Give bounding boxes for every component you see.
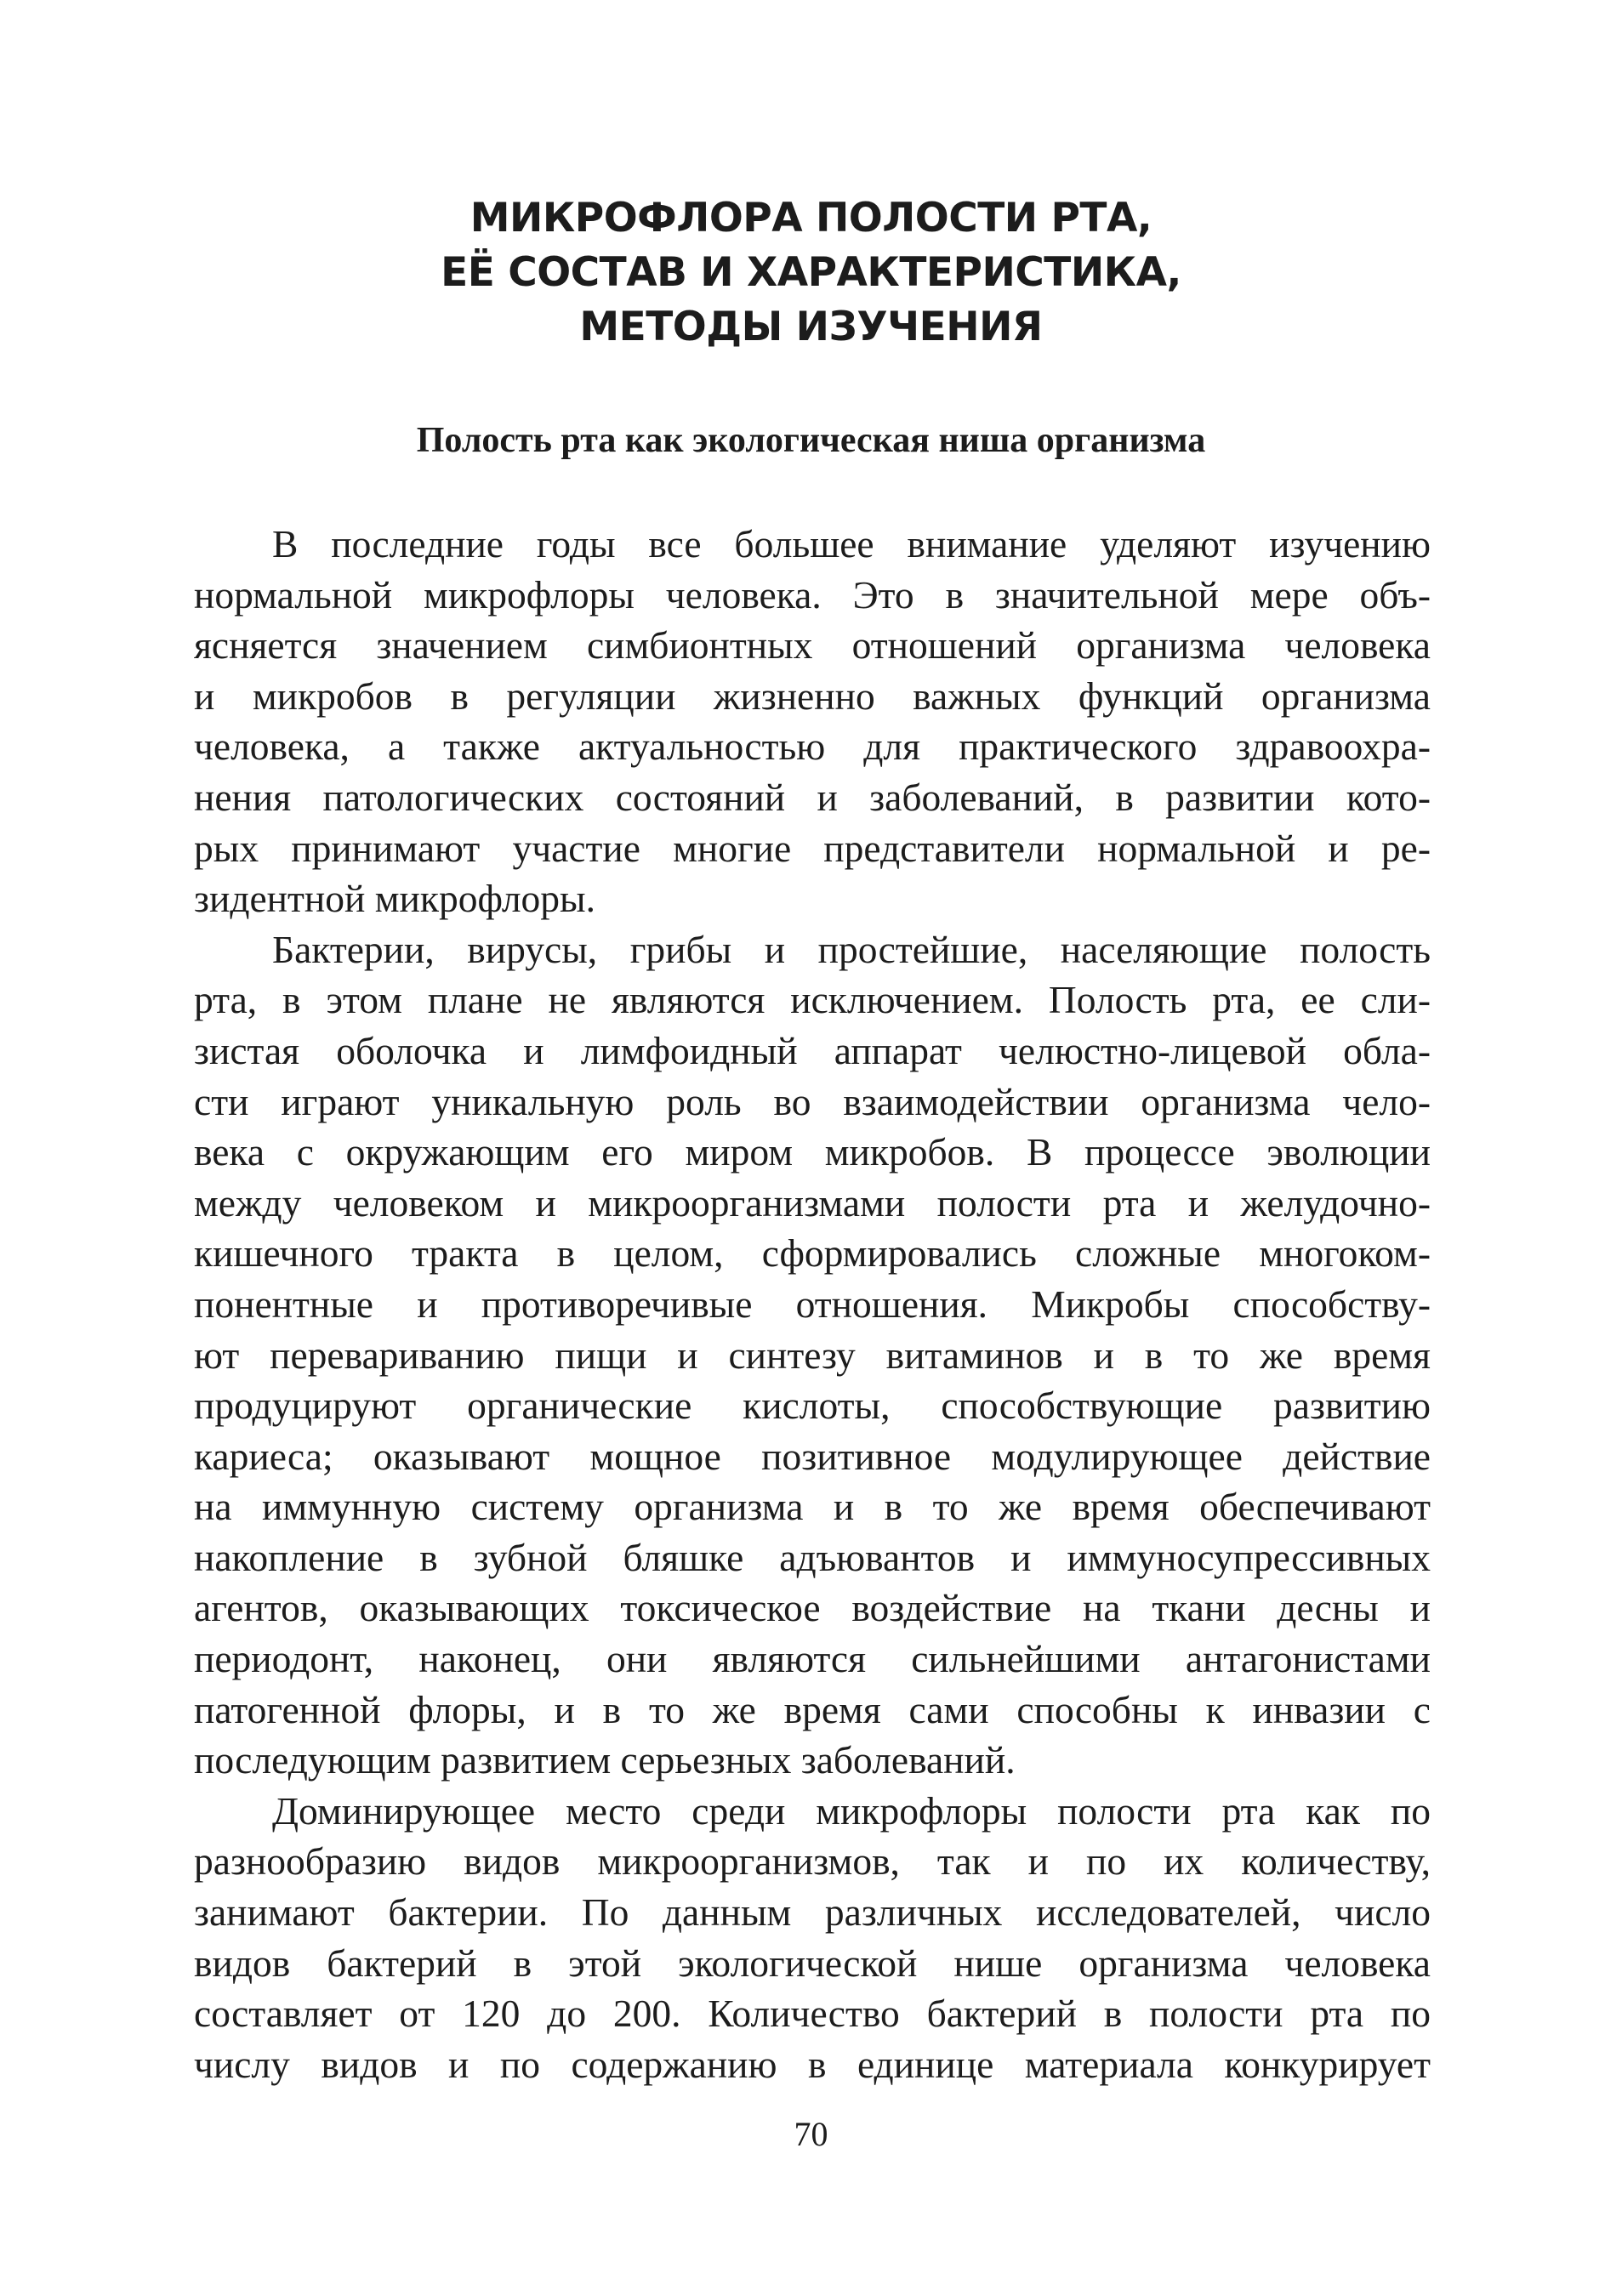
- text-line: периодонт, наконец, они являются сильнейшими антагонистами: [194, 1637, 1431, 1681]
- text-line: нения патологических состояний и заболеваний, в развитии кото-: [194, 775, 1431, 819]
- paragraph: [194, 924, 1431, 1786]
- text-line: на иммунную систему организма и в то же время обеспечивают: [194, 1485, 1431, 1529]
- text-line: века с окружающим его миром микробов. В процессе эволюции: [194, 1130, 1431, 1174]
- paragraph: [194, 519, 1431, 924]
- text-line: понентные и противоречивые отношения. Микробы способству-: [194, 1282, 1431, 1326]
- text-line: и микробов в регуляции жизненно важных функций организма: [194, 673, 1431, 718]
- text-line: кариеса; оказывают мощное позитивное модулирующее действие: [194, 1434, 1431, 1478]
- paragraph: [194, 1786, 1431, 2090]
- text-line: рых принимают участие многие представители нормальной и ре-: [194, 826, 1431, 870]
- text-line: между человеком и микроорганизмами полости рта и желудочно-: [194, 1180, 1431, 1225]
- text-line: сти играют уникальную роль во взаимодействии организма чело-: [194, 1079, 1431, 1123]
- text-line: продуцируют органические кислоты, способствующие развитию: [194, 1384, 1431, 1428]
- text-line: зистая оболочка и лимфоидный аппарат челюстно-лицевой обла-: [194, 1028, 1431, 1072]
- text-line: числу видов и по содержанию в единице материала конкурирует: [194, 2042, 1431, 2086]
- text-line: зидентной микрофлоры.: [194, 877, 595, 921]
- text-line: разнообразию видов микроорганизмов, так и по их количеству,: [194, 1839, 1431, 1884]
- text-line: последующим развитием серьезных заболеваний.: [194, 1738, 1016, 1782]
- text-line: человека, а также актуальностью для практического здравоохра-: [194, 725, 1431, 769]
- text-line: нормальной микрофлоры человека. Это в значительной мере объ-: [194, 572, 1431, 617]
- text-line: Бактерии, вирусы, грибы и простейшие, населяющие полость: [272, 927, 1431, 971]
- text-line: В последние годы все большее внимание уделяют изучению: [272, 522, 1431, 565]
- text-line: патогенной флоры, и в то же время сами способны к инвазии с: [194, 1687, 1431, 1731]
- text-line: накопление в зубной бляшке адъювантов и иммуносупрессивных: [194, 1535, 1431, 1579]
- text-line: видов бактерий в этой экологической нише организма человека: [194, 1941, 1431, 1985]
- text-line: агентов, оказывающих токсическое воздействие на ткани десны и: [194, 1586, 1431, 1630]
- text-line: ют перевариванию пищи и синтезу витаминов и в то же время: [194, 1333, 1431, 1377]
- text-line: Доминирующее место среди микрофлоры полости рта как по: [272, 1788, 1431, 1833]
- body-text: [194, 519, 1431, 2089]
- text-line: рта, в этом плане не являются исключением. Полость рта, ее сли-: [194, 978, 1431, 1022]
- chapter-title-line: МЕТОДЫ ИЗУЧЕНИЯ: [579, 304, 1043, 350]
- chapter-title-line: МИКРОФЛОРА ПОЛОСТИ РТА,: [470, 195, 1152, 242]
- section-title: Полость рта как экологическая ниша организма: [416, 421, 1206, 460]
- text-line: занимают бактерии. По данным различных исследователей, число: [194, 1890, 1431, 1935]
- text-line: ясняется значением симбионтных отношений организма человека: [194, 623, 1431, 668]
- page-number: 70: [794, 2115, 828, 2153]
- text-line: составляет от 120 до 200. Количество бактерий в полости рта по: [194, 1992, 1431, 2036]
- chapter-title-line: ЕЁ СОСТАВ И ХАРАКТЕРИСТИКА,: [441, 249, 1181, 296]
- chapter-title: [0, 191, 1622, 355]
- text-line: кишечного тракта в целом, сформировались сложные многоком-: [194, 1231, 1431, 1276]
